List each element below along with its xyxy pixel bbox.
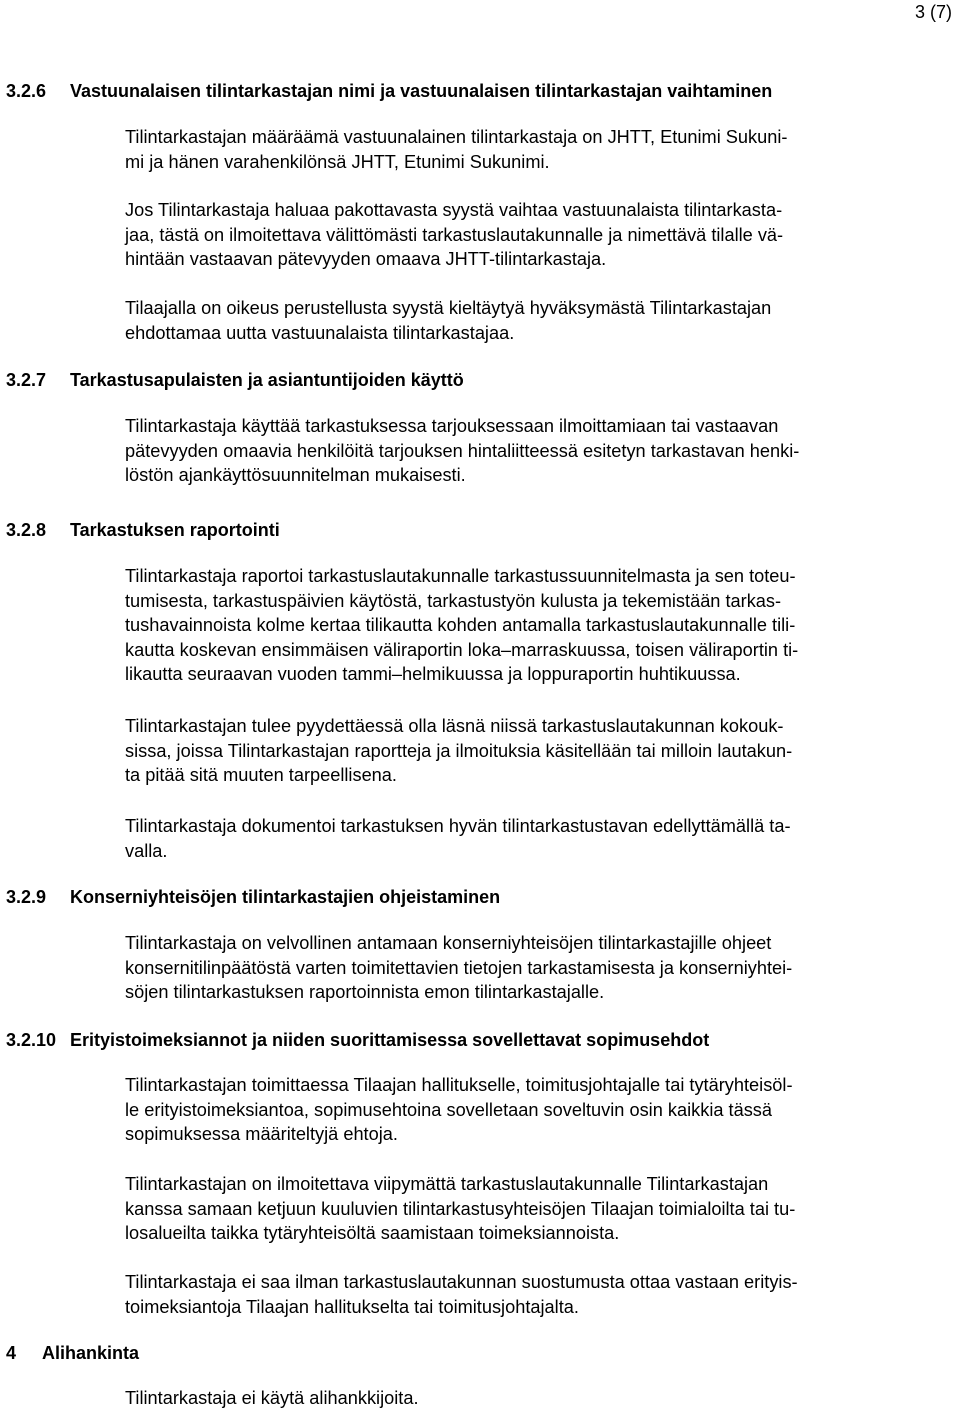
section-number: 3.2.10 <box>6 1030 57 1050</box>
section-title: Vastuunalaisen tilintarkastajan nimi ja vastuunalaisen tilintarkastajan vaihtaminen <box>70 81 773 101</box>
paragraph-line: pätevyyden omaavia henkilöitä tarjouksen hintaliitteessä esitetyn tarkastavan henki- <box>125 440 800 461</box>
paragraph <box>125 564 955 687</box>
paragraph <box>125 714 955 788</box>
paragraph <box>125 414 955 488</box>
paragraph-line: Tilintarkastajan tulee pyydettäessä olla läsnä niissä tarkastuslautakunnan kokouk- <box>125 716 784 736</box>
paragraph-line: kautta koskevan ensimmäisen väliraportin loka–marraskuussa, toisen väliraportin ti- <box>125 639 799 660</box>
section-title: Tarkastuksen raportointi <box>70 520 280 540</box>
paragraph-line: tushavainnoista kolme kertaa tilikautta kohden antamalla tarkastuslautakunnalle tili- <box>125 615 796 635</box>
paragraph-line: löstön ajankäyttösuunnitelman mukaisesti. <box>125 465 466 485</box>
paragraph-line: valla. <box>125 840 168 861</box>
paragraph-line: söjen tilintarkastuksen raportoinnista emon tilintarkastajalle. <box>125 982 605 1002</box>
paragraph <box>125 296 955 345</box>
paragraph-line: sopimuksessa määriteltyjä ehtoja. <box>125 1124 398 1144</box>
section-number: 3.2.6 <box>6 81 47 101</box>
section-number: 3.2.9 <box>6 887 47 907</box>
paragraph-line: Tilintarkastaja käyttää tarkastuksessa tarjouksessaan ilmoittamiaan tai vastaavan <box>125 416 779 436</box>
paragraph-line: Jos Tilintarkastaja haluaa pakottavasta syystä vaihtaa vastuunalaista tilintarkasta- <box>125 200 783 220</box>
paragraph-line: likautta seuraavan vuoden tammi–helmikuussa ja loppuraportin huhtikuussa. <box>125 664 741 684</box>
section-number: 3.2.7 <box>6 370 47 390</box>
paragraph-line: mi ja hänen varahenkilönsä JHTT, Etunimi Sukunimi. <box>125 151 550 172</box>
paragraph-line: kanssa samaan ketjuun kuuluvien tilintarkastusyhteisöjen Tilaajan toimialoilta tai tu- <box>125 1198 796 1219</box>
paragraph <box>125 814 955 863</box>
paragraph-line: Tilintarkastajan toimittaessa Tilaajan hallitukselle, toimitusjohtajalle tai tytäryhteisöl- <box>125 1075 793 1095</box>
paragraph <box>125 1073 955 1147</box>
section-title: Tarkastusapulaisten ja asiantuntijoiden käyttö <box>70 370 464 390</box>
section-number: 3.2.8 <box>6 520 47 540</box>
paragraph <box>125 931 955 1005</box>
paragraph <box>125 1386 955 1411</box>
paragraph-line: Tilintarkastaja dokumentoi tarkastuksen hyvän tilintarkastustavan edellyttämällä ta- <box>125 816 791 836</box>
paragraph-line: Tilintarkastajan määräämä vastuunalainen tilintarkastaja on JHTT, Etunimi Sukuni- <box>125 127 788 147</box>
paragraph-line: konsernitilinpäätöstä varten toimitettavien tietojen tarkastamisesta ja konserniyhtei- <box>125 957 793 978</box>
paragraph-line: le erityistoimeksiantoa, sopimusehtoina sovelletaan soveltuvin osin kaikkia tässä <box>125 1099 772 1120</box>
paragraph-line: Tilintarkastajan on ilmoitettava viipymättä tarkastuslautakunnalle Tilintarkastajan <box>125 1174 769 1194</box>
paragraph-line: Tilintarkastaja raportoi tarkastuslautakunnalle tarkastussuunnitelmasta ja sen toteu- <box>125 566 796 586</box>
section-number: 4 <box>6 1343 17 1363</box>
section-title: Alihankinta <box>42 1343 140 1363</box>
paragraph-line: losalueilta taikka tytäryhteisöltä saamistaan toimeksiannoista. <box>125 1223 620 1243</box>
paragraph-line: Tilintarkastaja on velvollinen antamaan konserniyhteisöjen tilintarkastajille ohjeet <box>125 933 772 953</box>
paragraph-line: jaa, tästä on ilmoitettava välittömästi tarkastuslautakunnalle ja nimettävä tilalle vä- <box>125 224 784 245</box>
paragraph-line: sissa, joissa Tilintarkastajan raportteja ja ilmoituksia käsitellään tai milloin lautakun- <box>125 740 793 761</box>
paragraph-line: hintään vastaavan pätevyyden omaava JHTT-tilintarkastaja. <box>125 249 607 269</box>
paragraph <box>125 1270 955 1319</box>
page-number: 3 (7) <box>914 2 952 22</box>
paragraph-line: tumisesta, tarkastuspäivien käytöstä, tarkastustyön kulusta ja tekemistään tarkas- <box>125 590 782 611</box>
paragraph <box>125 1172 955 1246</box>
section-title: Erityistoimeksiannot ja niiden suorittamisessa sovellettavat sopimusehdot <box>70 1030 710 1050</box>
paragraph-line: Tilintarkastaja ei käytä alihankkijoita. <box>125 1388 419 1408</box>
paragraph-line: toimeksiantoja Tilaajan hallitukselta tai toimitusjohtajalta. <box>125 1296 579 1317</box>
paragraph-line: Tilaajalla on oikeus perustellusta syystä kieltäytyä hyväksymästä Tilintarkastajan <box>125 298 772 318</box>
paragraph-line: ehdottamaa uutta vastuunalaista tilintarkastajaa. <box>125 322 515 343</box>
paragraph-line: Tilintarkastaja ei saa ilman tarkastuslautakunnan suostumusta ottaa vastaan erityis- <box>125 1272 798 1292</box>
paragraph <box>125 125 955 174</box>
section-title: Konserniyhteisöjen tilintarkastajien ohjeistaminen <box>70 887 501 907</box>
paragraph-line: ta pitää sitä muuten tarpeellisena. <box>125 765 397 785</box>
paragraph <box>125 198 955 272</box>
